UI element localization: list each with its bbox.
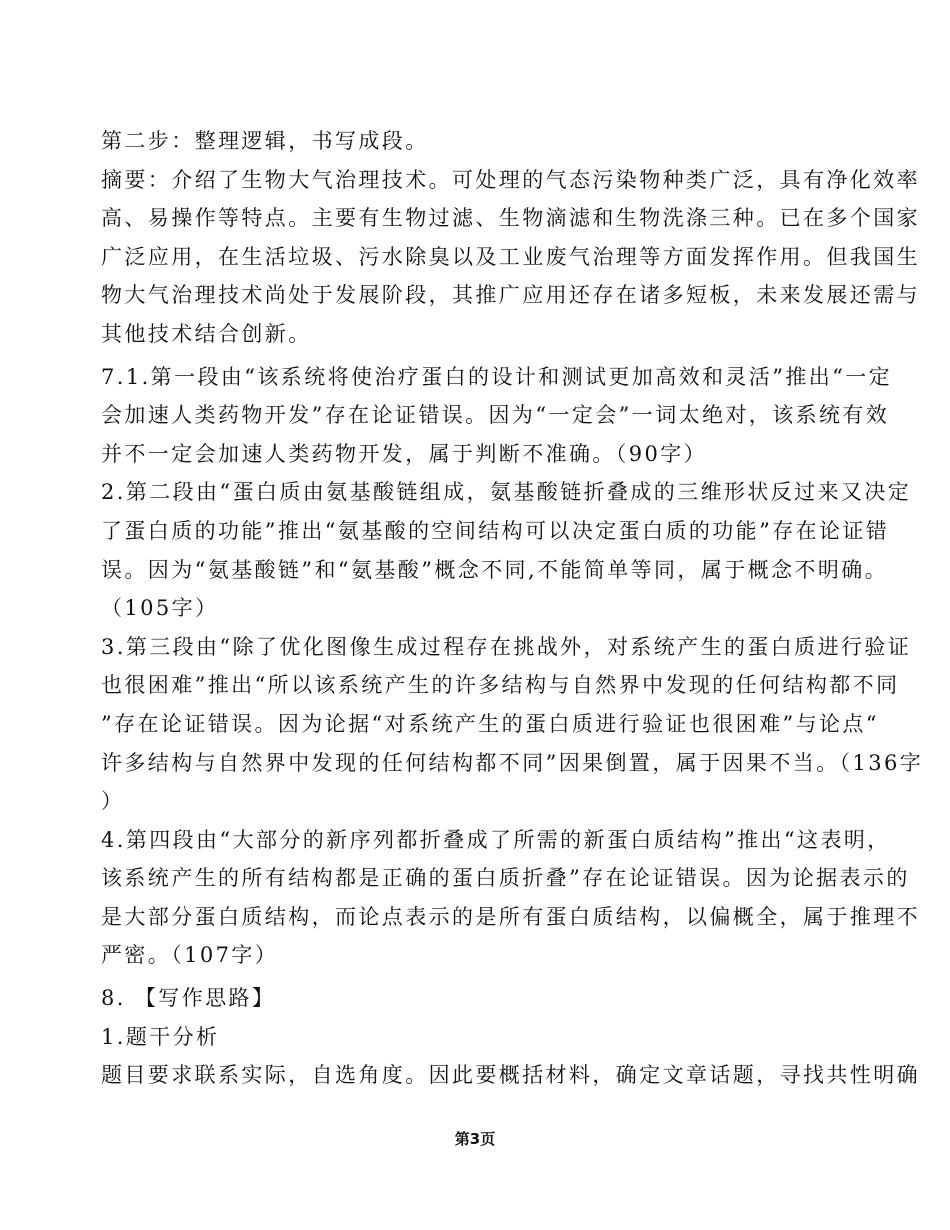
text-line: 第二步：整理逻辑，书写成段。 [101, 129, 429, 153]
text-line: 题目要求联系实际，自选角度。因此要概括材料，确定文章话题，寻找共性明确 [101, 1063, 920, 1088]
section-heading: 8. 【写作思路】 [101, 986, 276, 1011]
text-line: ”存在论证错误。因为论据“对系统产生的蛋白质进行验证也很困难”与论点“ [101, 711, 879, 736]
text-line: （105字） [101, 596, 219, 621]
text-line: 了蛋白质的功能”推出“氨基酸的空间结构可以决定蛋白质的功能”存在论证错 [101, 518, 890, 543]
text-line: 该系统产生的所有结构都是正确的蛋白质折叠”存在论证错误。因为论据表示的 [101, 866, 910, 891]
text-line: 3.第三段由“除了优化图像生成过程存在挑战外，对系统产生的蛋白质进行验证 [101, 634, 912, 659]
text-line: ） [101, 789, 125, 814]
page-number: 第3页 [454, 1130, 496, 1148]
text-line: 也很困难”推出“所以该系统产生的许多结构与自然界中发现的任何结构都不同 [101, 673, 900, 698]
text-line: 会加速人类药物开发”存在论证错误。因为“一定会”一词太绝对，该系统有效 [101, 403, 890, 428]
subsection-heading: 1.题干分析 [101, 1024, 220, 1049]
text-line: 严密。（107字） [101, 943, 279, 968]
text-line: 是大部分蛋白质结构，而论点表示的是所有蛋白质结构，以偏概全，属于推理不 [101, 904, 920, 929]
text-line: 并不一定会加速人类药物开发，属于判断不准确。（90字） [101, 441, 708, 466]
text-line: 误。因为“氨基酸链”和“氨基酸”概念不同,不能简单等同，属于概念不明确。 [101, 557, 889, 582]
document-body [101, 122, 924, 1095]
text-line: 4.第四段由“大部分的新序列都折叠成了所需的新蛋白质结构”推出“这表明， [101, 827, 891, 852]
text-line: 物大气治理技术尚处于发展阶段，其推广应用还存在诸多短板，未来发展还需与 [101, 283, 920, 308]
text-line: 2.第二段由“蛋白质由氨基酸链组成，氨基酸链折叠成的三维形状反过来又决定 [101, 480, 912, 505]
text-line: 广泛应用，在生活垃圾、污水除臭以及工业废气治理等方面发挥作用。但我国生 [101, 244, 920, 269]
text-line: 高、易操作等特点。主要有生物过滤、生物滴滤和生物洗涤三种。已在多个国家 [101, 206, 920, 231]
text-line: 许多结构与自然界中发现的任何结构都不同”因果倒置，属于因果不当。（136字 [101, 750, 924, 775]
text-line: 7.1.第一段由“该系统将使治疗蛋白的设计和测试更加高效和灵活”推出“一定 [101, 364, 893, 389]
text-line: 摘要：介绍了生物大气治理技术。可处理的气态污染物种类广泛，具有净化效率 [101, 167, 920, 192]
text-line: 其他技术结合创新。 [101, 321, 312, 346]
